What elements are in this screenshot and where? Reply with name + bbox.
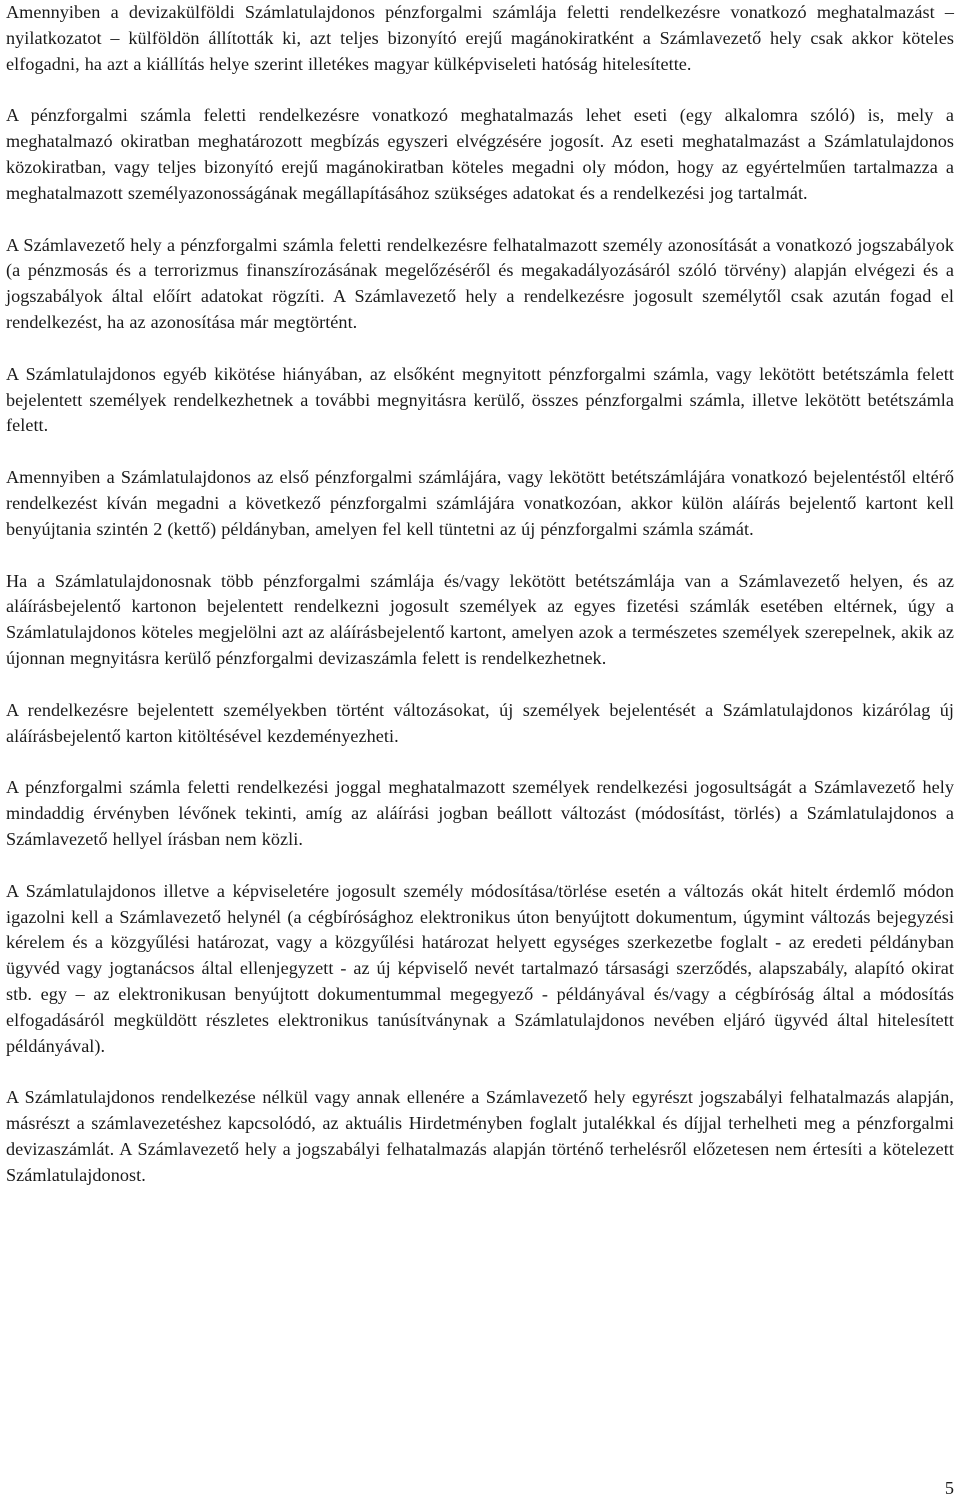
paragraph-one-time-authorization: A pénzforgalmi számla feletti rendelkezésre vonatkozó meghatalmazás lehet eseti (egy alkalomra szóló) is, mely a meghatalmazó okiratban meghatározott megbízás egyszeri elvégzésére jogosít. Az eseti meghatalmazást a Számlatulajdonos közokiratban, vagy teljes bizonyító erejű magánokiratban köteles megadni oly módon, hogy az egyértelműen tartalmazza a meghatalmazott személyazonosságának megállapításához szükséges adatokat és a rendelkezési jog tartalmát. <box>6 105 954 203</box>
document-page <box>6 0 954 1188</box>
paragraph-changes-of-persons: A rendelkezésre bejelentett személyekben történt változásokat, új személyek bejelentését a Számlatulajdonos kizárólag új aláírásbejelentő karton kitöltésével kezdeményezheti. <box>6 699 954 746</box>
paragraph-separate-signature-card: Amennyiben a Számlatulajdonos az első pénzforgalmi számlájára, vagy lekötött betétszámlájára vonatkozó bejelentéstől eltérő rendelkezést kíván megadni a következő pénzforgalmi számlájára vonatkozóan, akkor külön aláírás bejelentő kartont kell benyújtania szintén 2 (kettő) példányban, amelyen fel kell tüntetni az új pénzforgalmi számla számát. <box>6 467 954 539</box>
page-number: 5 <box>944 1478 954 1498</box>
paragraph-debiting-fees: A Számlatulajdonos rendelkezése nélkül vagy annak ellenére a Számlavezető hely egyrészt jogszabályi felhatalmazás alapján, másrészt a számlavezetéshez kapcsolódó, az aktuális Hirdetményben foglalt jutalékkal és díjjal terhelheti meg a pénzforgalmi devizaszámlát. A Számlavezető hely a jogszabályi felhatalmazás alapján történő terhelésről előzetesen nem értesíti a kötelezett Számlatulajdonost. <box>6 1087 954 1185</box>
paragraph-foreign-authorization: Amennyiben a devizakülföldi Számlatulajdonos pénzforgalmi számlája feletti rendelkezésre vonatkozó meghatalmazást – nyilatkozatot – külföldön állították ki, azt teljes bizonyító erejű magánokiratként a Számlavezető hely csak akkor köteles elfogadni, ha azt a kiállítás helye szerint illetékes magyar külképviseleti hatóság hitelesítette. <box>6 2 954 74</box>
paragraph-multiple-accounts: Ha a Számlatulajdonosnak több pénzforgalmi számlája és/vagy lekötött betétszámlája van a Számlavezető helyen, és az aláírásbejelentő kartonon bejelentett rendelkezni jogosult személyek az egyes fizetési számlák esetében eltérnek, úgy a Számlatulajdonos köteles megjelölni azt az aláírásbejelentő kartont, amelyen azok a természetes személyek szerepelnek, akik az újonnan megnyitásra kerülő pénzforgalmi devizaszámla felett is rendelkezhetnek. <box>6 570 954 668</box>
paragraph-identification: A Számlavezető hely a pénzforgalmi számla feletti rendelkezésre felhatalmazott személy azonosítását a vonatkozó jogszabályok (a pénzmosás és a terrorizmus finanszírozásának megelőzéséről és megakadályozásáról szóló törvény) alapján elvégezi és a jogszabályok által előírt adatokat rögzíti. A Számlavezető hely a rendelkezésre jogosult személytől csak azután fogad el rendelkezést, ha az azonosítása már megtörtént. <box>6 234 954 332</box>
paragraph-first-account-persons: A Számlatulajdonos egyéb kikötése hiányában, az elsőként megnyitott pénzforgalmi számla, vagy lekötött betétszámla felett bejelentett személyek rendelkezhetnek a további megnyitásra kerülő, összes pénzforgalmi számla, illetve lekötött betétszámla felett. <box>6 363 954 436</box>
paragraph-validity-of-authorization: A pénzforgalmi számla feletti rendelkezési joggal meghatalmazott személyek rendelkezési jogosultságát a Számlavezető hely mindaddig érvényben lévőnek tekinti, amíg az aláírási jogban beállott változást (módosítást, törlés) a Számlatulajdonos a Számlavezető hellyel írásban nem közli. <box>6 777 954 849</box>
paragraph-modification-evidence: A Számlatulajdonos illetve a képviseletére jogosult személy módosítása/törlése esetén a változás okát hitelt érdemlő módon igazolni kell a Számlavezető helynél (a cégbírósághoz elektronikus úton benyújtott dokumentum, úgymint változás bejegyzési kérelem és a közgyűlési határozat, vagy a közgyűlési határozat helyett egységes szerkezetbe foglalt - az eredeti példányban ügyvéd vagy jogtanácsos által ellenjegyzett - az új képviselő nevét tartalmazó társasági szerződés, alapszabály, alapító okirat stb. egy – az elektronikusan benyújtott dokumentummal megegyező - példányával és/vagy a cégbíróság által a módosítás elfogadásáról megküldött részletes elektronikus tanúsítványnak a Számlatulajdonos nevében eljáró ügyvéd által hitelesített példányával). <box>6 880 954 1056</box>
